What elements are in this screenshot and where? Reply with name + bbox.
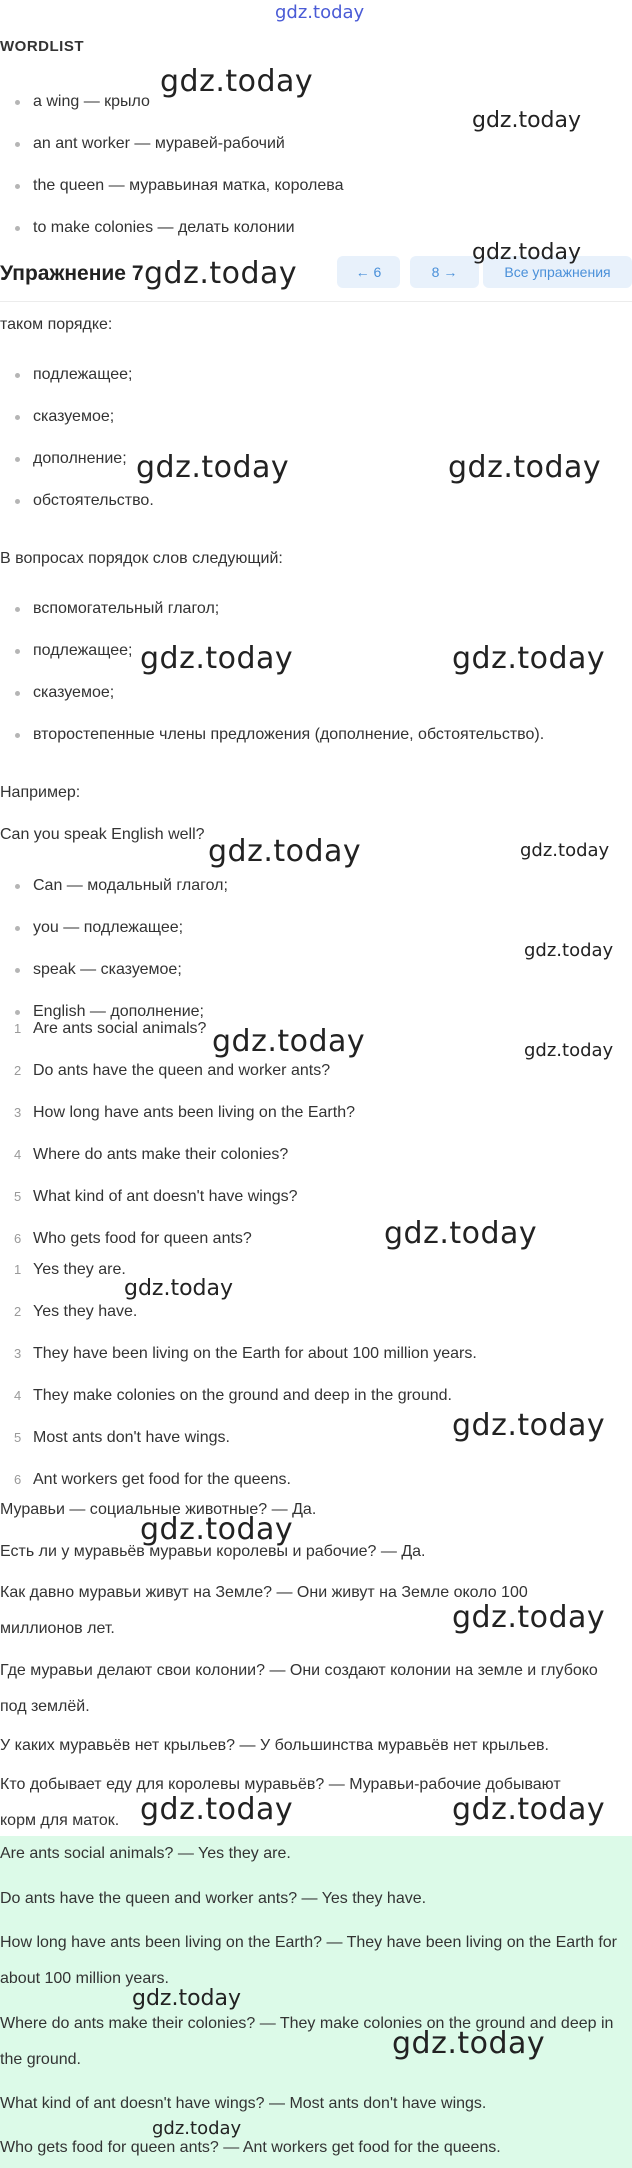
item-number: 1: [14, 1021, 22, 1036]
translation-line: Есть ли у муравьёв муравьи королевы и рабочие? — Да.: [0, 1543, 426, 1560]
watermark: gdz.today: [208, 834, 362, 869]
answers-list: [0, 1259, 632, 1511]
watermark: gdz.today: [140, 1512, 294, 1547]
example-sentence: Can you speak English well?: [0, 826, 205, 843]
final-answer: How long have ants been living on the Earth? — They have been living on the Earth for about 100 million years.: [0, 1934, 617, 1987]
list-item: сказуемое;: [0, 406, 632, 448]
final-answer: Are ants social animals? — Yes they are.: [0, 1845, 291, 1862]
list-item: вспомогательный глагол;: [0, 598, 632, 640]
item-number: 2: [14, 1304, 22, 1319]
watermark: gdz.today: [472, 108, 582, 133]
item-number: 3: [14, 1346, 22, 1361]
prev-exercise-button[interactable]: ← 6: [337, 256, 400, 288]
watermark: gdz.today: [160, 64, 314, 99]
example-label: Например:: [0, 784, 81, 801]
watermark: gdz.today: [472, 240, 582, 265]
translation-line: Кто добывает еду для королевы муравьёв? — Муравьи-рабочие добывают корм для маток.: [0, 1776, 561, 1829]
item-text: They make colonies on the ground and deep in the ground.: [33, 1387, 452, 1404]
item-text: Who gets food for queen ants?: [33, 1230, 252, 1247]
item-number: 5: [14, 1430, 22, 1445]
item-text: They have been living on the Earth for about 100 million years.: [33, 1345, 477, 1362]
wordlist-title: WORDLIST: [0, 38, 84, 55]
final-answer: Who gets food for queen ants? — Ant workers get food for the queens.: [0, 2139, 501, 2156]
item-text: How long have ants been living on the Earth?: [33, 1104, 355, 1121]
item-number: 4: [14, 1388, 22, 1403]
statement-order-list: [0, 364, 632, 532]
watermark: gdz.today: [140, 1792, 294, 1827]
theory-intro: таком порядке:: [0, 316, 113, 333]
item-text: Ant workers get food for the queens.: [33, 1471, 291, 1488]
next-exercise-button[interactable]: 8 →: [410, 256, 479, 288]
watermark: gdz.today: [212, 1024, 366, 1059]
list-item: [0, 1259, 632, 1301]
watermark: gdz.today: [452, 1600, 606, 1635]
list-item: подлежащее;: [0, 640, 632, 682]
list-item: a wing — крыло: [0, 91, 632, 133]
list-item: [0, 1301, 632, 1343]
translation-line: Как давно муравьи живут на Земле? — Они живут на Земле около 100 миллионов лет.: [0, 1584, 528, 1637]
list-item: English — дополнение;: [0, 1001, 632, 1043]
watermark: gdz.today: [132, 1986, 242, 2011]
watermark: gdz.today: [448, 450, 602, 485]
list-item: дополнение;: [0, 448, 632, 490]
question-order-intro: В вопросах порядок слов следующий:: [0, 550, 283, 567]
item-number: 4: [14, 1147, 22, 1162]
final-answer: What kind of ant doesn't have wings? — Most ants don't have wings.: [0, 2095, 487, 2112]
all-exercises-button[interactable]: Все упражнения: [483, 256, 632, 288]
watermark: gdz.today: [452, 1792, 606, 1827]
watermark: gdz.today: [452, 641, 606, 676]
list-item: подлежащее;: [0, 364, 632, 406]
exercise-title: Упражнение 7: [0, 262, 144, 285]
list-item: you — подлежащее;: [0, 917, 632, 959]
item-text: Where do ants make their colonies?: [33, 1146, 289, 1163]
list-item: an ant worker — муравей-рабочий: [0, 133, 632, 175]
list-item: [0, 1060, 632, 1102]
watermark: gdz.today: [392, 2026, 546, 2061]
item-text: What kind of ant doesn't have wings?: [33, 1188, 298, 1205]
watermark: gdz.today: [520, 840, 610, 861]
list-item: обстоятельство.: [0, 490, 632, 532]
list-item: speak — сказуемое;: [0, 959, 632, 1001]
final-answer: Where do ants make their colonies? — They make colonies on the ground and deep in the ground.: [0, 2015, 614, 2068]
site-logo[interactable]: gdz.today: [275, 2, 365, 23]
list-item: [0, 1102, 632, 1144]
item-number: 1: [14, 1262, 22, 1277]
item-text: Yes they have.: [33, 1303, 138, 1320]
list-item: [0, 1144, 632, 1186]
list-item: второстепенные члены предложения (дополнение, обстоятельство).: [0, 724, 632, 766]
watermark: gdz.today: [524, 940, 614, 961]
watermark: gdz.today: [144, 256, 298, 291]
list-item: [0, 1343, 632, 1385]
translation-line: Где муравьи делают свои колонии? — Они создают колонии на земле и глубоко под землёй.: [0, 1662, 598, 1715]
watermark: gdz.today: [140, 641, 294, 676]
list-item: to make colonies — делать колонии: [0, 217, 632, 259]
item-number: 2: [14, 1063, 22, 1078]
item-text: Yes they are.: [33, 1261, 126, 1278]
item-text: Do ants have the queen and worker ants?: [33, 1062, 331, 1079]
item-number: 6: [14, 1472, 22, 1487]
item-number: 5: [14, 1189, 22, 1204]
watermark: gdz.today: [452, 1408, 606, 1443]
list-item: Can — модальный глагол;: [0, 875, 632, 917]
watermark: gdz.today: [124, 1276, 234, 1301]
watermark: gdz.today: [384, 1216, 538, 1251]
watermark: gdz.today: [524, 1040, 614, 1061]
final-answer: Do ants have the queen and worker ants? — Yes they have.: [0, 1890, 427, 1907]
question-order-list: [0, 598, 632, 766]
item-text: Most ants don't have wings.: [33, 1429, 230, 1446]
final-answers-block: [0, 1836, 632, 2168]
list-item: [0, 1186, 632, 1228]
list-item: сказуемое;: [0, 682, 632, 724]
item-number: 3: [14, 1105, 22, 1120]
item-text: Are ants social animals?: [33, 1020, 207, 1037]
translation-line: У каких муравьёв нет крыльев? — У большинства муравьёв нет крыльев.: [0, 1737, 549, 1754]
list-item: the queen — муравьиная матка, королева: [0, 175, 632, 217]
watermark: gdz.today: [136, 450, 290, 485]
translation-line: Муравьи — социальные животные? — Да.: [0, 1501, 317, 1518]
watermark: gdz.today: [152, 2118, 242, 2139]
item-number: 6: [14, 1231, 22, 1246]
